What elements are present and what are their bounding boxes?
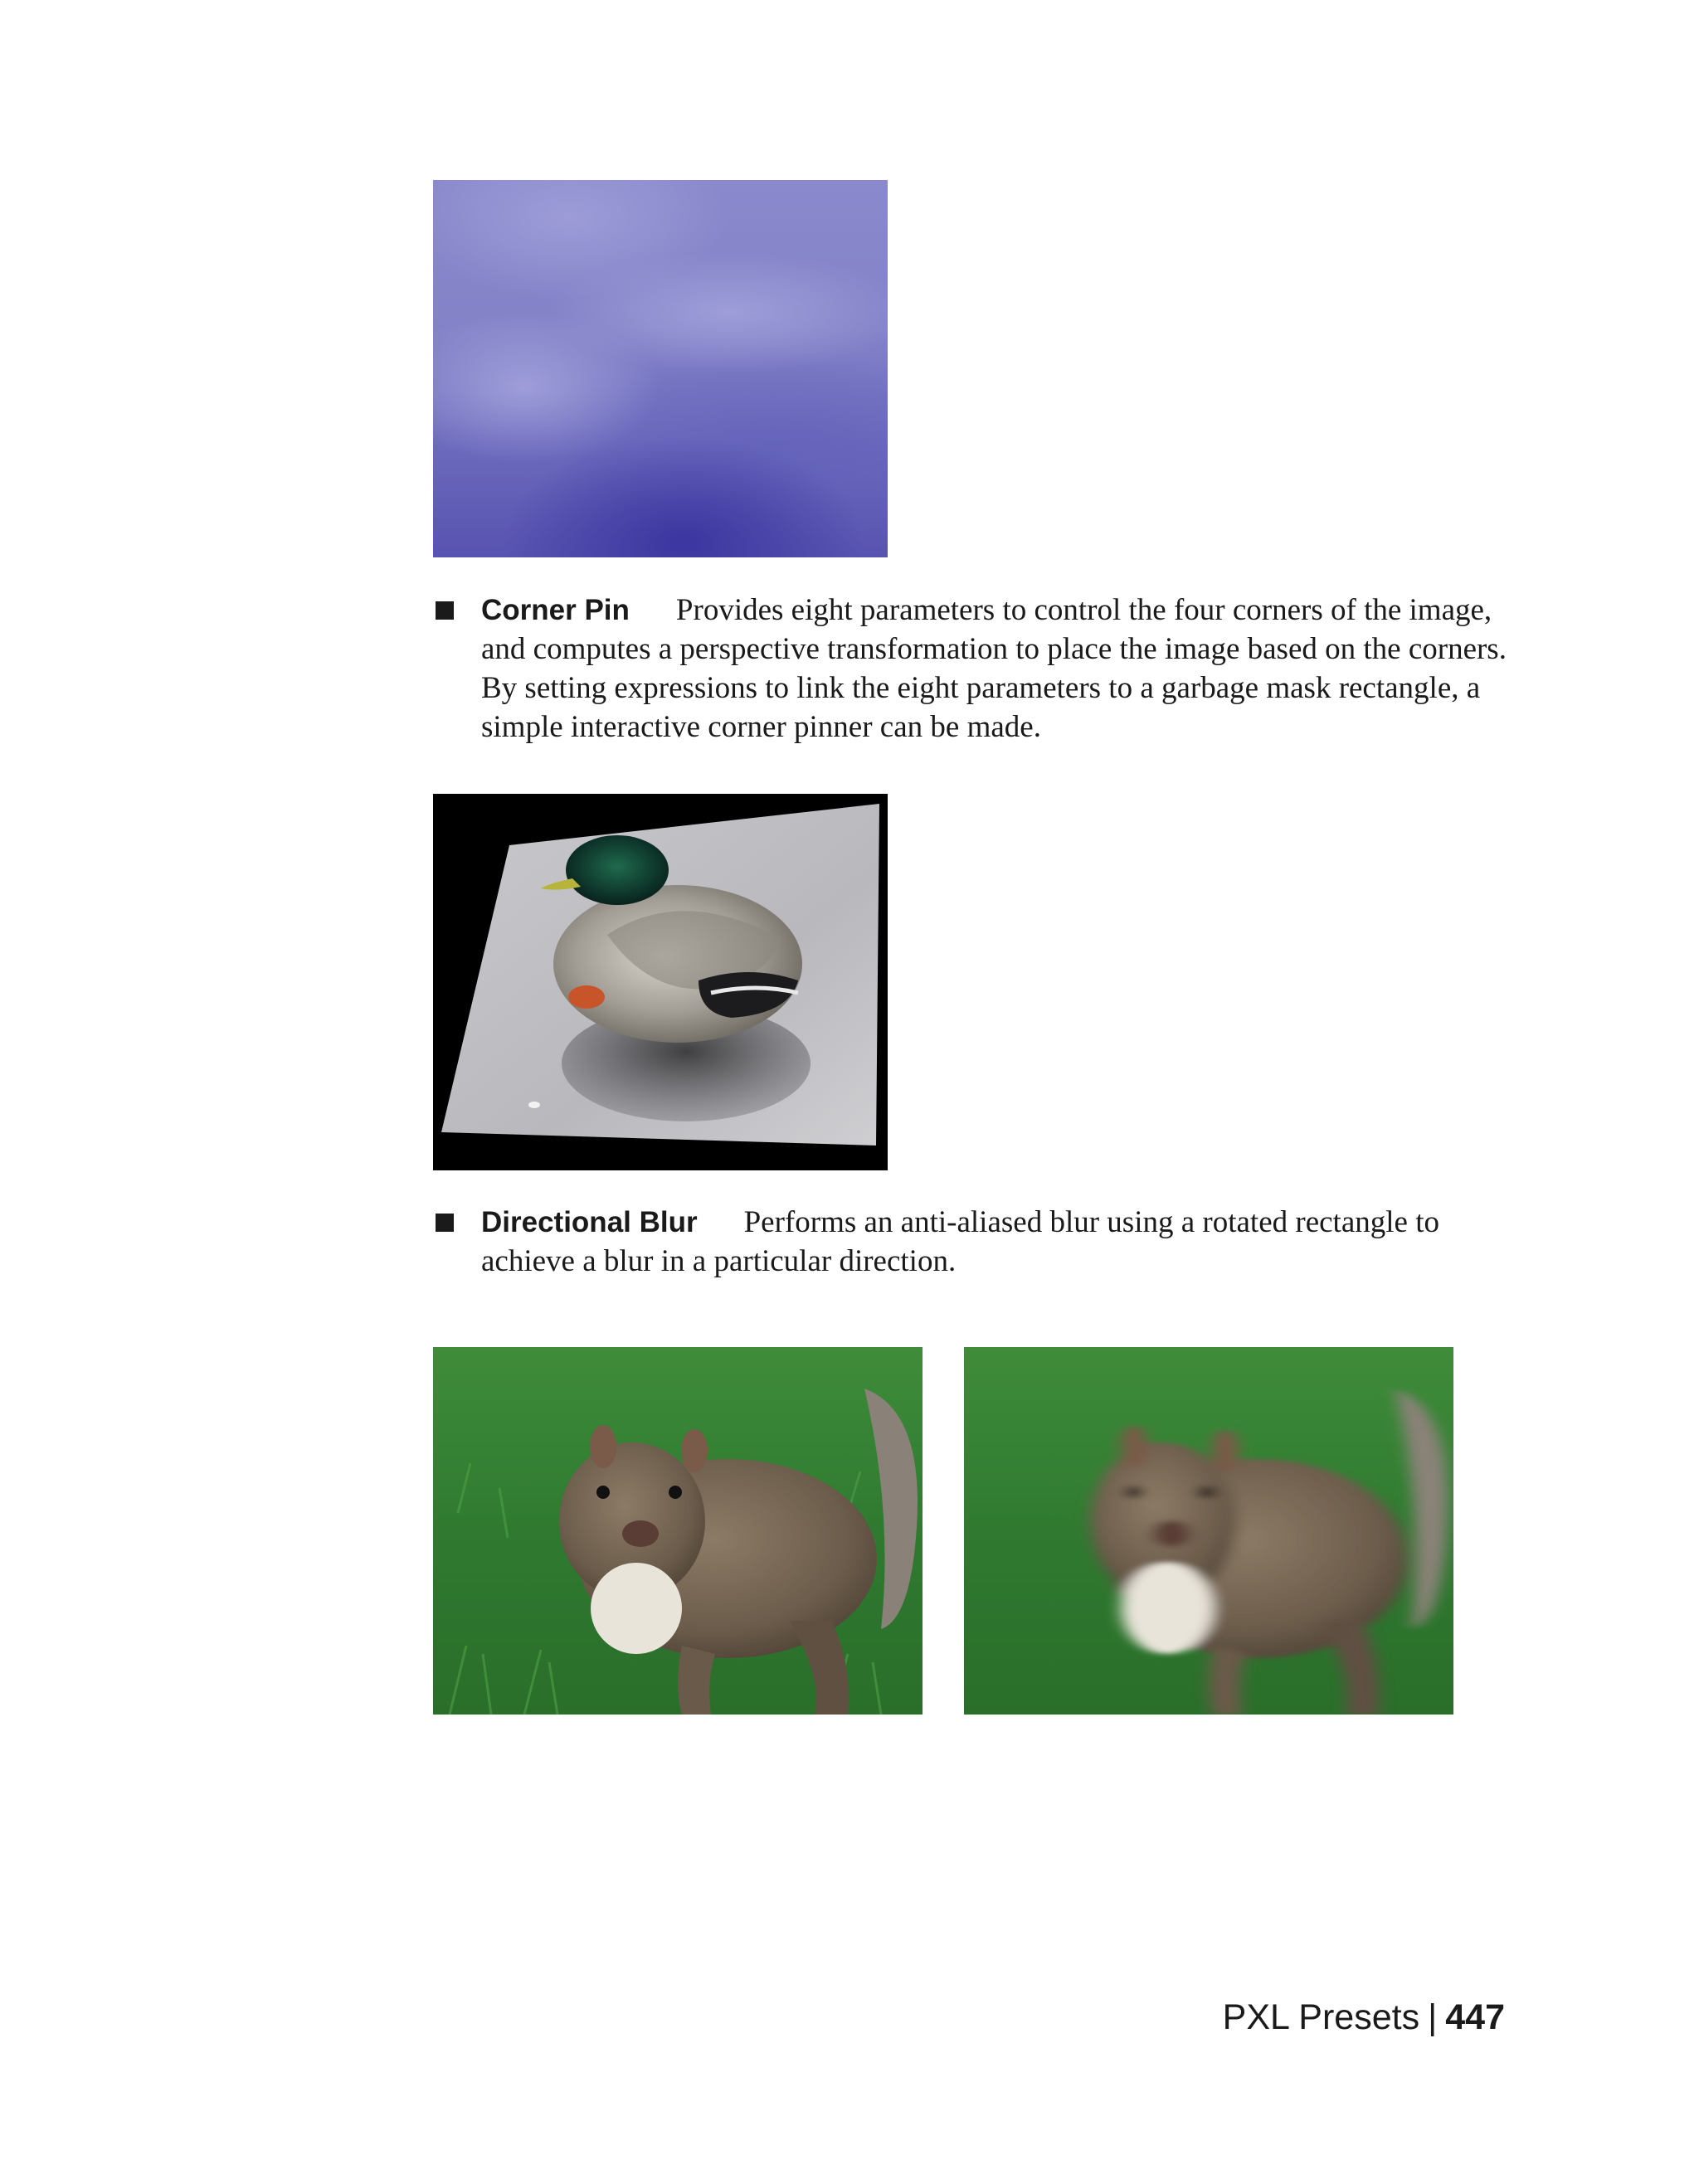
corner-pin-illustration <box>433 794 888 1170</box>
square-bullet-icon <box>436 601 454 620</box>
bullet-text <box>481 591 1518 747</box>
bullet-term: Directional Blur <box>481 1206 698 1238</box>
squirrel-original-image <box>433 1347 923 1715</box>
page-number: 447 <box>1445 1997 1505 2037</box>
page-footer <box>1223 1997 1505 2038</box>
bullet-text <box>481 1203 1518 1281</box>
squirrel-sharp-illustration <box>433 1347 923 1715</box>
bullet-description: Provides eight parameters to control the four corners of the image, and computes a perspective transformation to place the image based on the corners. By setting expressions to link the eight parameters to a garbage mask rectangle, a simple interactive corner pinner can be made. <box>481 593 1507 744</box>
clouds-texture-image <box>433 180 888 557</box>
squirrel-blurred-image <box>964 1347 1453 1715</box>
squirrel-blur-illustration <box>964 1347 1453 1715</box>
footer-separator: | <box>1428 1997 1438 2037</box>
section-title: PXL Presets <box>1222 1997 1420 2037</box>
bullet-description: Performs an anti-aliased blur using a rotated rectangle to achieve a blur in a particular direction. <box>481 1205 1439 1278</box>
square-bullet-icon <box>436 1214 454 1232</box>
corner-pin-duck-image <box>433 794 888 1170</box>
bullet-term: Corner Pin <box>481 594 630 626</box>
